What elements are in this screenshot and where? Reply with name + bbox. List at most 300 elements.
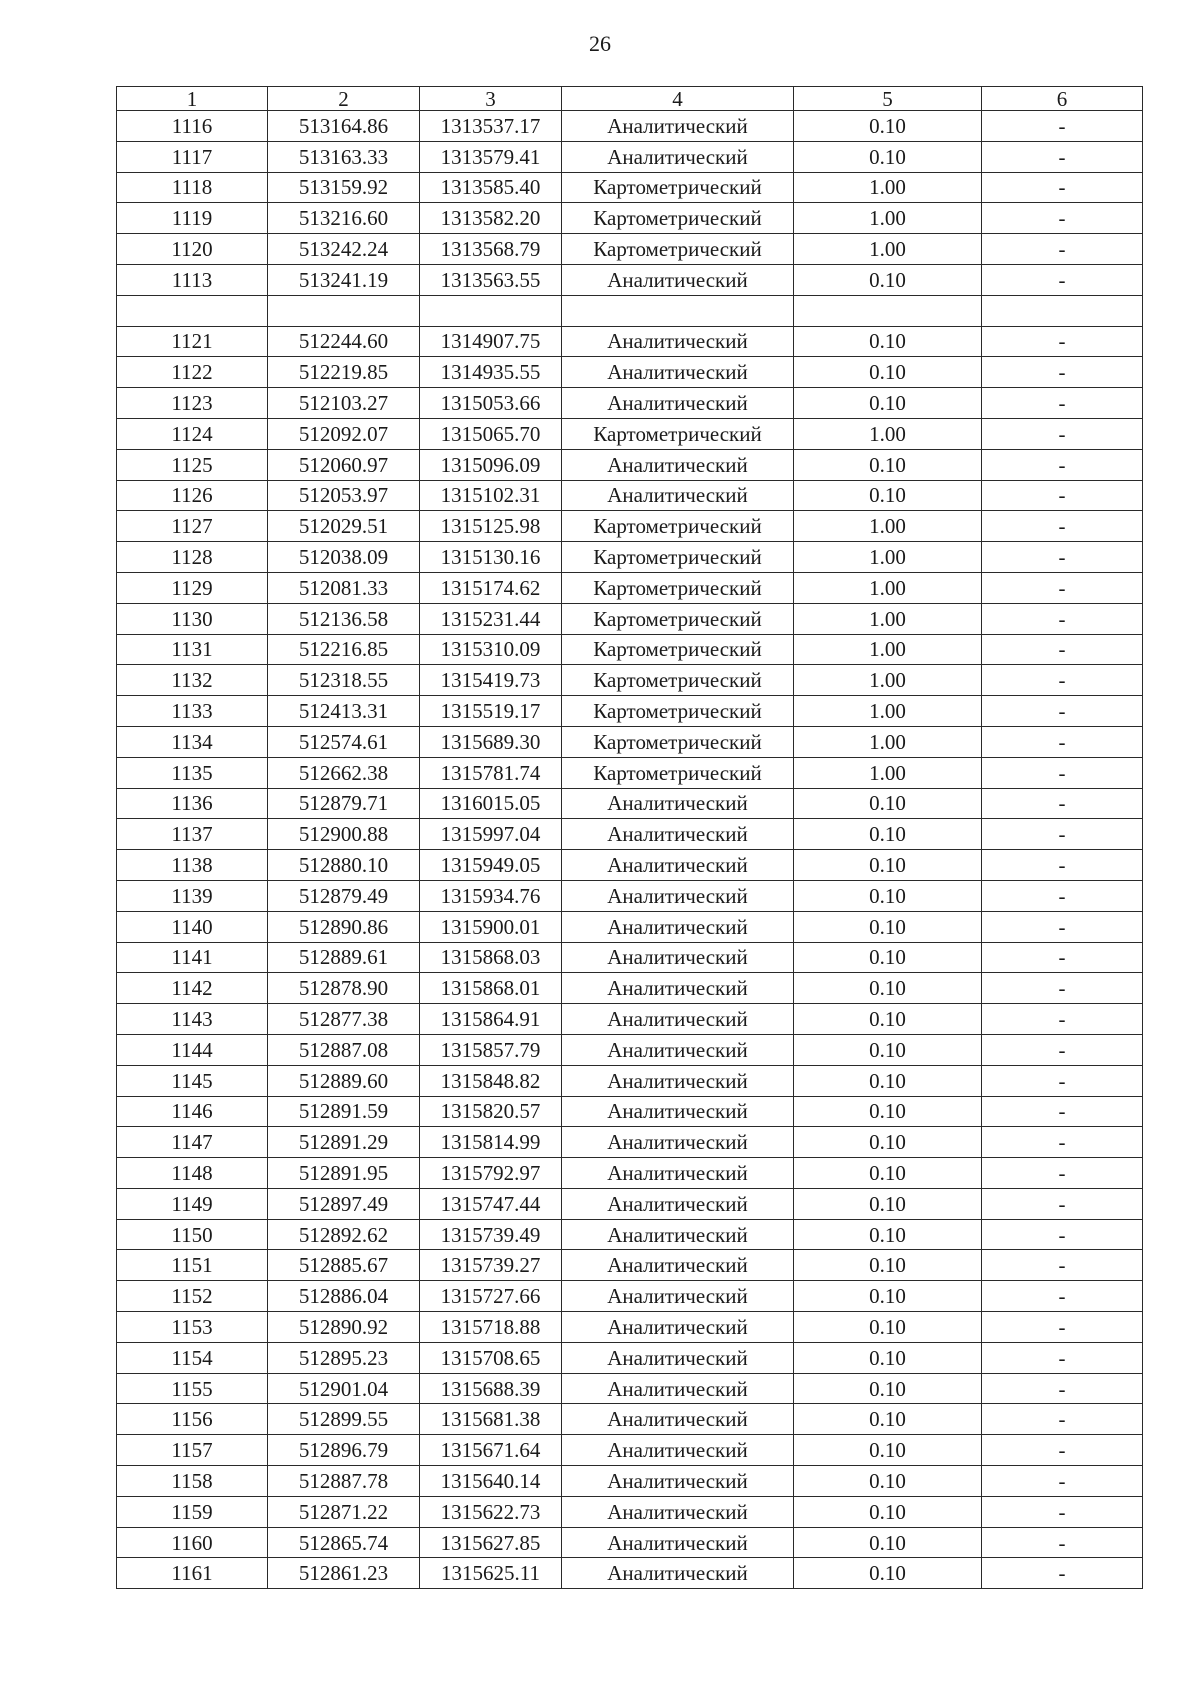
point-number-cell: 1151: [117, 1250, 268, 1281]
x-coordinate-cell: 512413.31: [268, 696, 420, 727]
accuracy-cell: 1.00: [794, 418, 982, 449]
point-number-cell: 1123: [117, 388, 268, 419]
note-cell: -: [982, 542, 1143, 573]
table-row: [117, 1034, 1143, 1065]
method-cell: Аналитический: [562, 449, 794, 480]
table-row: [117, 418, 1143, 449]
note-cell: -: [982, 757, 1143, 788]
y-coordinate-cell: 1315868.01: [420, 973, 562, 1004]
x-coordinate-cell: 512877.38: [268, 1004, 420, 1035]
method-cell: Картометрический: [562, 172, 794, 203]
accuracy-cell: 1.00: [794, 511, 982, 542]
y-coordinate-cell: 1315622.73: [420, 1496, 562, 1527]
method-cell: Аналитический: [562, 1034, 794, 1065]
note-cell: -: [982, 1158, 1143, 1189]
method-cell: Картометрический: [562, 634, 794, 665]
point-number-cell: 1117: [117, 141, 268, 172]
note-cell: -: [982, 1096, 1143, 1127]
note-cell: -: [982, 1250, 1143, 1281]
table-row: [117, 696, 1143, 727]
page-number: 26: [589, 31, 611, 56]
accuracy-cell: 1.00: [794, 726, 982, 757]
x-coordinate-cell: [268, 295, 420, 326]
accuracy-cell: [794, 295, 982, 326]
method-cell: Аналитический: [562, 1404, 794, 1435]
point-number-cell: 1159: [117, 1496, 268, 1527]
y-coordinate-cell: 1315625.11: [420, 1558, 562, 1589]
point-number-cell: 1118: [117, 172, 268, 203]
point-number-cell: 1139: [117, 880, 268, 911]
accuracy-cell: 0.10: [794, 1004, 982, 1035]
x-coordinate-cell: 512885.67: [268, 1250, 420, 1281]
x-coordinate-cell: 512887.78: [268, 1466, 420, 1497]
point-number-cell: 1144: [117, 1034, 268, 1065]
x-coordinate-cell: 512896.79: [268, 1435, 420, 1466]
note-cell: -: [982, 511, 1143, 542]
note-cell: [982, 295, 1143, 326]
accuracy-cell: 1.00: [794, 542, 982, 573]
x-coordinate-cell: 512880.10: [268, 850, 420, 881]
accuracy-cell: 0.10: [794, 1342, 982, 1373]
point-number-cell: 1121: [117, 326, 268, 357]
table-row: [117, 1250, 1143, 1281]
point-number-cell: 1150: [117, 1219, 268, 1250]
note-cell: -: [982, 326, 1143, 357]
table-row: [117, 1527, 1143, 1558]
x-coordinate-cell: 512899.55: [268, 1404, 420, 1435]
note-cell: -: [982, 388, 1143, 419]
table-row: [117, 326, 1143, 357]
y-coordinate-cell: 1315125.98: [420, 511, 562, 542]
method-cell: Аналитический: [562, 141, 794, 172]
x-coordinate-cell: 512889.60: [268, 1065, 420, 1096]
method-cell: Аналитический: [562, 1466, 794, 1497]
table-row: [117, 1188, 1143, 1219]
accuracy-cell: 0.10: [794, 1281, 982, 1312]
accuracy-cell: 1.00: [794, 172, 982, 203]
note-cell: -: [982, 788, 1143, 819]
table-row: [117, 665, 1143, 696]
accuracy-cell: 0.10: [794, 1466, 982, 1497]
table-row: [117, 850, 1143, 881]
x-coordinate-cell: 512092.07: [268, 418, 420, 449]
accuracy-cell: 0.10: [794, 326, 982, 357]
note-cell: -: [982, 1127, 1143, 1158]
point-number-cell: 1135: [117, 757, 268, 788]
point-number-cell: 1113: [117, 264, 268, 295]
note-cell: -: [982, 942, 1143, 973]
table-row: [117, 757, 1143, 788]
y-coordinate-cell: 1315792.97: [420, 1158, 562, 1189]
point-number-cell: 1116: [117, 111, 268, 142]
y-coordinate-cell: 1315096.09: [420, 449, 562, 480]
note-cell: -: [982, 1342, 1143, 1373]
point-number-cell: 1154: [117, 1342, 268, 1373]
y-coordinate-cell: 1315627.85: [420, 1527, 562, 1558]
x-coordinate-cell: 512879.71: [268, 788, 420, 819]
note-cell: -: [982, 1281, 1143, 1312]
x-coordinate-cell: 512053.97: [268, 480, 420, 511]
table-row: [117, 911, 1143, 942]
note-cell: -: [982, 1466, 1143, 1497]
point-number-cell: 1134: [117, 726, 268, 757]
table-row: [117, 603, 1143, 634]
accuracy-cell: 1.00: [794, 665, 982, 696]
y-coordinate-cell: 1315681.38: [420, 1404, 562, 1435]
accuracy-cell: 0.10: [794, 449, 982, 480]
point-number-cell: 1131: [117, 634, 268, 665]
y-coordinate-cell: 1315949.05: [420, 850, 562, 881]
method-cell: Картометрический: [562, 603, 794, 634]
method-cell: Аналитический: [562, 480, 794, 511]
table-row: [117, 726, 1143, 757]
point-number-cell: 1127: [117, 511, 268, 542]
note-cell: -: [982, 850, 1143, 881]
method-cell: [562, 295, 794, 326]
note-cell: -: [982, 696, 1143, 727]
x-coordinate-cell: 513216.60: [268, 203, 420, 234]
method-cell: Аналитический: [562, 1312, 794, 1343]
accuracy-cell: 1.00: [794, 634, 982, 665]
note-cell: -: [982, 572, 1143, 603]
x-coordinate-cell: 512219.85: [268, 357, 420, 388]
point-number-cell: 1152: [117, 1281, 268, 1312]
method-cell: Аналитический: [562, 357, 794, 388]
method-cell: Аналитический: [562, 850, 794, 881]
x-coordinate-cell: 512890.86: [268, 911, 420, 942]
accuracy-cell: 0.10: [794, 788, 982, 819]
point-number-cell: 1133: [117, 696, 268, 727]
method-cell: Аналитический: [562, 1435, 794, 1466]
y-coordinate-cell: 1315130.16: [420, 542, 562, 573]
method-cell: Аналитический: [562, 1065, 794, 1096]
note-cell: -: [982, 480, 1143, 511]
x-coordinate-cell: 512038.09: [268, 542, 420, 573]
point-number-cell: 1141: [117, 942, 268, 973]
method-cell: Картометрический: [562, 665, 794, 696]
method-cell: Картометрический: [562, 696, 794, 727]
table-body: [117, 87, 1143, 1589]
accuracy-cell: 0.10: [794, 880, 982, 911]
table-row: [117, 1496, 1143, 1527]
method-cell: Аналитический: [562, 1281, 794, 1312]
method-cell: Картометрический: [562, 757, 794, 788]
note-cell: -: [982, 911, 1143, 942]
x-coordinate-cell: 512891.29: [268, 1127, 420, 1158]
accuracy-cell: 0.10: [794, 973, 982, 1004]
accuracy-cell: 0.10: [794, 1312, 982, 1343]
accuracy-cell: 1.00: [794, 696, 982, 727]
y-coordinate-cell: 1315739.49: [420, 1219, 562, 1250]
note-cell: -: [982, 1373, 1143, 1404]
y-coordinate-cell: 1314935.55: [420, 357, 562, 388]
table-row: [117, 264, 1143, 295]
accuracy-cell: 0.10: [794, 1527, 982, 1558]
x-coordinate-cell: 512861.23: [268, 1558, 420, 1589]
accuracy-cell: 0.10: [794, 480, 982, 511]
method-cell: Картометрический: [562, 572, 794, 603]
y-coordinate-cell: 1315781.74: [420, 757, 562, 788]
note-cell: -: [982, 172, 1143, 203]
table-row: [117, 1404, 1143, 1435]
x-coordinate-cell: 512244.60: [268, 326, 420, 357]
y-coordinate-cell: 1313582.20: [420, 203, 562, 234]
y-coordinate-cell: 1315231.44: [420, 603, 562, 634]
note-cell: -: [982, 726, 1143, 757]
method-cell: Аналитический: [562, 1527, 794, 1558]
x-coordinate-cell: 513164.86: [268, 111, 420, 142]
point-number-cell: 1138: [117, 850, 268, 881]
x-coordinate-cell: 512895.23: [268, 1342, 420, 1373]
accuracy-cell: 0.10: [794, 388, 982, 419]
accuracy-cell: 1.00: [794, 234, 982, 265]
note-cell: -: [982, 141, 1143, 172]
accuracy-cell: 0.10: [794, 111, 982, 142]
point-number-cell: 1126: [117, 480, 268, 511]
table-row: [117, 172, 1143, 203]
method-cell: Аналитический: [562, 973, 794, 1004]
note-cell: -: [982, 234, 1143, 265]
accuracy-cell: 0.10: [794, 1158, 982, 1189]
note-cell: -: [982, 634, 1143, 665]
y-coordinate-cell: 1315848.82: [420, 1065, 562, 1096]
y-coordinate-cell: 1315519.17: [420, 696, 562, 727]
method-cell: Картометрический: [562, 418, 794, 449]
accuracy-cell: 0.10: [794, 1558, 982, 1589]
point-number-cell: 1156: [117, 1404, 268, 1435]
y-coordinate-cell: 1315065.70: [420, 418, 562, 449]
point-number-cell: 1153: [117, 1312, 268, 1343]
table-row: [117, 973, 1143, 1004]
accuracy-cell: 0.10: [794, 1496, 982, 1527]
accuracy-cell: 1.00: [794, 757, 982, 788]
table-row: [117, 634, 1143, 665]
method-cell: Аналитический: [562, 1004, 794, 1035]
method-cell: Аналитический: [562, 1250, 794, 1281]
note-cell: -: [982, 418, 1143, 449]
method-cell: Аналитический: [562, 1373, 794, 1404]
method-cell: Аналитический: [562, 264, 794, 295]
table-row: [117, 480, 1143, 511]
point-number-cell: 1147: [117, 1127, 268, 1158]
x-coordinate-cell: 512871.22: [268, 1496, 420, 1527]
point-number-cell: 1158: [117, 1466, 268, 1497]
note-cell: -: [982, 1004, 1143, 1035]
y-coordinate-cell: 1313568.79: [420, 234, 562, 265]
table-row: [117, 141, 1143, 172]
point-number-cell: 1137: [117, 819, 268, 850]
table-row: [117, 234, 1143, 265]
table-row: [117, 1158, 1143, 1189]
table-row: [117, 542, 1143, 573]
x-coordinate-cell: 512891.59: [268, 1096, 420, 1127]
accuracy-cell: 1.00: [794, 203, 982, 234]
note-cell: -: [982, 819, 1143, 850]
y-coordinate-cell: 1315419.73: [420, 665, 562, 696]
table-row: [117, 1219, 1143, 1250]
point-number-cell: 1130: [117, 603, 268, 634]
table-row: [117, 111, 1143, 142]
note-cell: -: [982, 1435, 1143, 1466]
table-row: [117, 942, 1143, 973]
point-number-cell: 1119: [117, 203, 268, 234]
note-cell: -: [982, 1527, 1143, 1558]
method-cell: Картометрический: [562, 542, 794, 573]
y-coordinate-cell: 1315739.27: [420, 1250, 562, 1281]
table-row: [117, 819, 1143, 850]
method-cell: Аналитический: [562, 1096, 794, 1127]
y-coordinate-cell: [420, 295, 562, 326]
accuracy-cell: 1.00: [794, 603, 982, 634]
note-cell: -: [982, 665, 1143, 696]
x-coordinate-cell: 512900.88: [268, 819, 420, 850]
table-row: [117, 203, 1143, 234]
x-coordinate-cell: 512574.61: [268, 726, 420, 757]
method-cell: Аналитический: [562, 388, 794, 419]
method-cell: Аналитический: [562, 1342, 794, 1373]
table-row: [117, 1281, 1143, 1312]
x-coordinate-cell: 512136.58: [268, 603, 420, 634]
method-cell: Аналитический: [562, 1558, 794, 1589]
table-row: [117, 1466, 1143, 1497]
note-cell: -: [982, 1496, 1143, 1527]
note-cell: -: [982, 973, 1143, 1004]
x-coordinate-cell: 512878.90: [268, 973, 420, 1004]
method-cell: Аналитический: [562, 911, 794, 942]
table-row: [117, 880, 1143, 911]
point-number-cell: 1128: [117, 542, 268, 573]
note-cell: -: [982, 1558, 1143, 1589]
table-row: [117, 1065, 1143, 1096]
x-coordinate-cell: 512886.04: [268, 1281, 420, 1312]
x-coordinate-cell: 512081.33: [268, 572, 420, 603]
y-coordinate-cell: 1315708.65: [420, 1342, 562, 1373]
table-row: [117, 388, 1143, 419]
accuracy-cell: 0.10: [794, 141, 982, 172]
method-cell: Аналитический: [562, 1127, 794, 1158]
y-coordinate-cell: 1315689.30: [420, 726, 562, 757]
note-cell: -: [982, 1034, 1143, 1065]
y-coordinate-cell: 1315747.44: [420, 1188, 562, 1219]
x-coordinate-cell: 512901.04: [268, 1373, 420, 1404]
method-cell: Аналитический: [562, 326, 794, 357]
accuracy-cell: 0.10: [794, 942, 982, 973]
point-number-cell: [117, 295, 268, 326]
x-coordinate-cell: 512879.49: [268, 880, 420, 911]
table-row: [117, 572, 1143, 603]
accuracy-cell: 1.00: [794, 572, 982, 603]
column-header: 3: [420, 87, 562, 111]
point-number-cell: 1157: [117, 1435, 268, 1466]
x-coordinate-cell: 513163.33: [268, 141, 420, 172]
x-coordinate-cell: 512890.92: [268, 1312, 420, 1343]
x-coordinate-cell: 512029.51: [268, 511, 420, 542]
accuracy-cell: 0.10: [794, 357, 982, 388]
note-cell: -: [982, 603, 1143, 634]
column-header: 5: [794, 87, 982, 111]
accuracy-cell: 0.10: [794, 1188, 982, 1219]
table-row: [117, 1373, 1143, 1404]
y-coordinate-cell: 1315934.76: [420, 880, 562, 911]
point-number-cell: 1161: [117, 1558, 268, 1589]
y-coordinate-cell: 1315868.03: [420, 942, 562, 973]
y-coordinate-cell: 1316015.05: [420, 788, 562, 819]
method-cell: Аналитический: [562, 819, 794, 850]
table-row: [117, 1096, 1143, 1127]
y-coordinate-cell: 1313585.40: [420, 172, 562, 203]
method-cell: Аналитический: [562, 880, 794, 911]
table-row: [117, 1342, 1143, 1373]
note-cell: -: [982, 880, 1143, 911]
y-coordinate-cell: 1315053.66: [420, 388, 562, 419]
x-coordinate-cell: 512897.49: [268, 1188, 420, 1219]
note-cell: -: [982, 203, 1143, 234]
x-coordinate-cell: 512318.55: [268, 665, 420, 696]
accuracy-cell: 0.10: [794, 1065, 982, 1096]
table-row: [117, 449, 1143, 480]
accuracy-cell: 0.10: [794, 1435, 982, 1466]
accuracy-cell: 0.10: [794, 1373, 982, 1404]
x-coordinate-cell: 512865.74: [268, 1527, 420, 1558]
table-row: [117, 295, 1143, 326]
table-row: [117, 1312, 1143, 1343]
coordinates-table: [116, 86, 1143, 1589]
x-coordinate-cell: 512889.61: [268, 942, 420, 973]
y-coordinate-cell: 1315900.01: [420, 911, 562, 942]
method-cell: Картометрический: [562, 203, 794, 234]
point-number-cell: 1140: [117, 911, 268, 942]
method-cell: Аналитический: [562, 942, 794, 973]
method-cell: Аналитический: [562, 788, 794, 819]
table-row: [117, 357, 1143, 388]
y-coordinate-cell: 1313579.41: [420, 141, 562, 172]
method-cell: Картометрический: [562, 234, 794, 265]
point-number-cell: 1124: [117, 418, 268, 449]
point-number-cell: 1149: [117, 1188, 268, 1219]
table-row: [117, 788, 1143, 819]
method-cell: Картометрический: [562, 511, 794, 542]
accuracy-cell: 0.10: [794, 911, 982, 942]
column-header: 2: [268, 87, 420, 111]
y-coordinate-cell: 1315671.64: [420, 1435, 562, 1466]
y-coordinate-cell: 1315820.57: [420, 1096, 562, 1127]
point-number-cell: 1136: [117, 788, 268, 819]
accuracy-cell: 0.10: [794, 1404, 982, 1435]
x-coordinate-cell: 513159.92: [268, 172, 420, 203]
note-cell: -: [982, 1404, 1143, 1435]
table-row: [117, 1435, 1143, 1466]
accuracy-cell: 0.10: [794, 1127, 982, 1158]
point-number-cell: 1160: [117, 1527, 268, 1558]
column-header: 6: [982, 87, 1143, 111]
x-coordinate-cell: 513241.19: [268, 264, 420, 295]
table-row: [117, 1127, 1143, 1158]
method-cell: Аналитический: [562, 1219, 794, 1250]
point-number-cell: 1122: [117, 357, 268, 388]
y-coordinate-cell: 1313537.17: [420, 111, 562, 142]
table-row: [117, 1558, 1143, 1589]
x-coordinate-cell: 512103.27: [268, 388, 420, 419]
point-number-cell: 1129: [117, 572, 268, 603]
x-coordinate-cell: 512892.62: [268, 1219, 420, 1250]
point-number-cell: 1148: [117, 1158, 268, 1189]
y-coordinate-cell: 1313563.55: [420, 264, 562, 295]
accuracy-cell: 0.10: [794, 1096, 982, 1127]
x-coordinate-cell: 513242.24: [268, 234, 420, 265]
point-number-cell: 1145: [117, 1065, 268, 1096]
method-cell: Картометрический: [562, 726, 794, 757]
note-cell: -: [982, 1188, 1143, 1219]
